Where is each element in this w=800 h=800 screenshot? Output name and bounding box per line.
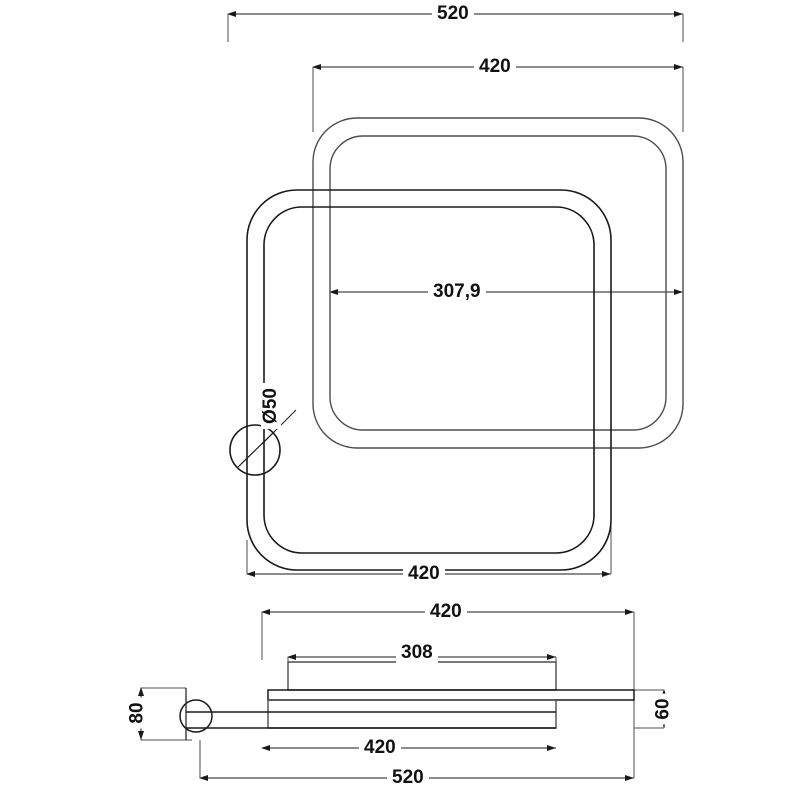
dimension-label-height-left: 80 (128, 697, 148, 728)
dimension-label-top-inner: 420 (474, 57, 516, 77)
dimension-label-front-square-width: 420 (403, 564, 445, 584)
dimension-label-side-overall-width: 420 (425, 602, 467, 622)
dimension-label-side-inner-width: 308 (396, 643, 438, 663)
side-view-geometry (180, 662, 634, 740)
plan-view-geometry (230, 118, 683, 570)
dimension-label-height-right: 60 (654, 693, 674, 724)
dimension-label-hole-diameter: Ø50 (261, 383, 281, 429)
dimension-label-side-plate-width: 420 (359, 738, 401, 758)
dimension-label-top-overall: 520 (432, 4, 474, 24)
dimension-label-mid-inner: 307,9 (428, 282, 486, 302)
dimension-lines-side (141, 612, 664, 778)
dimension-label-side-base-width: 520 (387, 768, 429, 788)
